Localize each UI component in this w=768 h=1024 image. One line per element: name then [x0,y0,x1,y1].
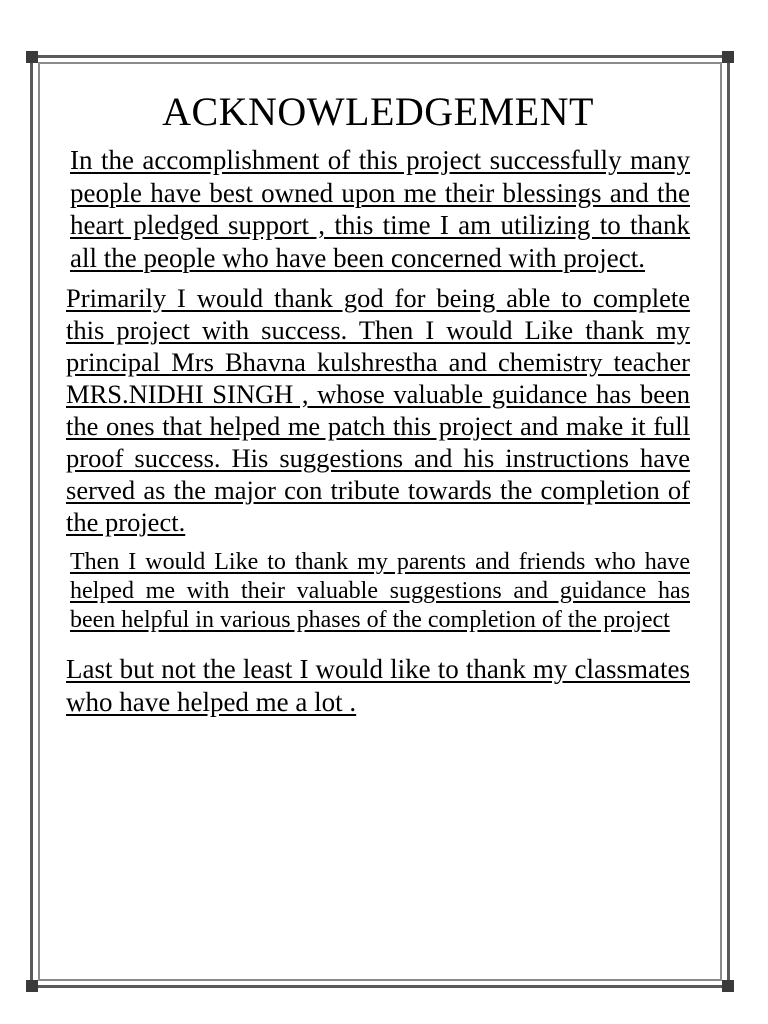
paragraph-intro: In the accomplishment of this project successfully many people have best owned upon me their blessings and the heart pledged support , this time I am utilizing to thank all the people who have been concerned with project. [70,145,690,273]
paragraph-thanks-classmates: Last but not the least I would like to thank my classmates who have helped me a lot . [66,654,690,717]
document-body [66,86,690,719]
paragraph-thanks-parents: Then I would Like to thank my parents and friends who have helped me with their valuable suggestions and guidance has been helpful in various phases of the completion of the project [70,549,690,633]
border-corner-ornament [26,51,38,63]
border-corner-ornament [26,980,38,992]
paragraph-thanks-teachers: Primarily I would thank god for being able to complete this project with success. Then I would Like thank my principal Mrs Bhavna kulshrestha and chemistry teacher MRS.NIDHI SINGH , whose valuable guidance has been the ones that helped me patch this project and make it full proof success. His suggestions and his instructions have served as the major con tribute towards the completion of the project. [66,283,690,537]
border-corner-ornament [722,51,734,63]
border-corner-ornament [722,980,734,992]
page-title: ACKNOWLEDGEMENT [162,89,594,134]
